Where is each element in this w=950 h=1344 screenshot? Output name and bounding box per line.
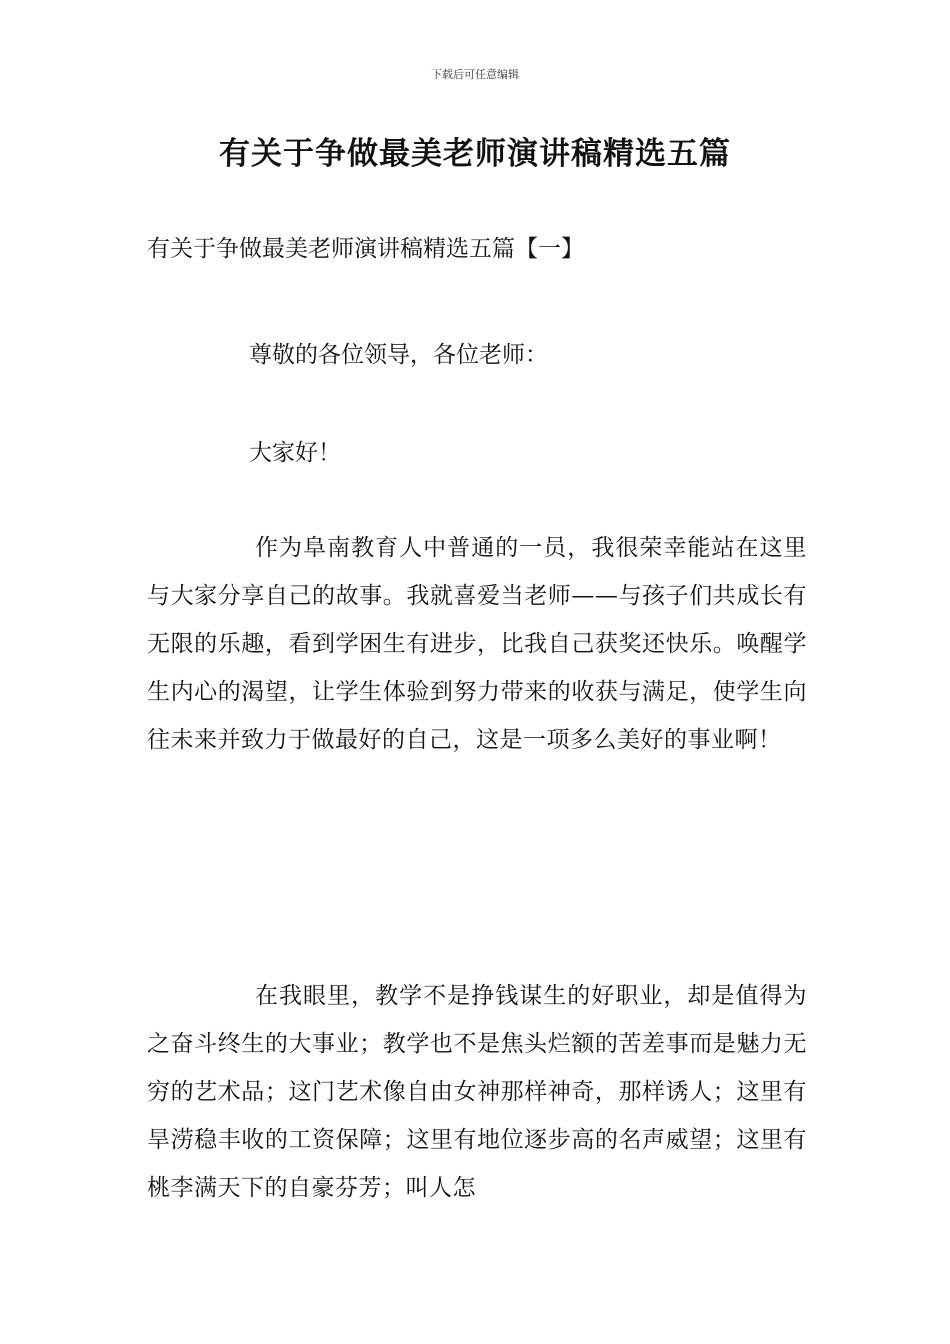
salutation: 尊敬的各位领导，各位老师： [249, 342, 548, 368]
document-title: 有关于争做最美老师演讲稿精选五篇 [219, 136, 731, 172]
section-heading: 有关于争做最美老师演讲稿精选五篇【一】 [147, 236, 584, 262]
body-paragraph: 作为阜南教育人中普通的一员，我很荣幸能站在这里与大家分享自己的故事。我就喜爱当老师——与孩子们共成长有无限的乐趣，看到学困生有进步，比我自己获奖还快乐。唤醒学生内心的渴望，让学生体验到努力带来的收获与满足，使学生向往未来并致力于做最好的自己，这是一项多么美好的事业啊！ [147, 535, 807, 753]
greeting: 大家好！ [249, 440, 341, 466]
header-note: 下载后可任意编辑 [431, 68, 519, 81]
body-paragraph: 在我眼里，教学不是挣钱谋生的好职业，却是值得为之奋斗终生的大事业；教学也不是焦头烂额的苦差事而是魅力无穷的艺术品；这门艺术像自由女神那样神奇，那样诱人；这里有旱涝稳丰收的工资保障；这里有地位逐步高的名声威望；这里有桃李满天下的自豪芬芳；叫人怎 [147, 983, 807, 1201]
